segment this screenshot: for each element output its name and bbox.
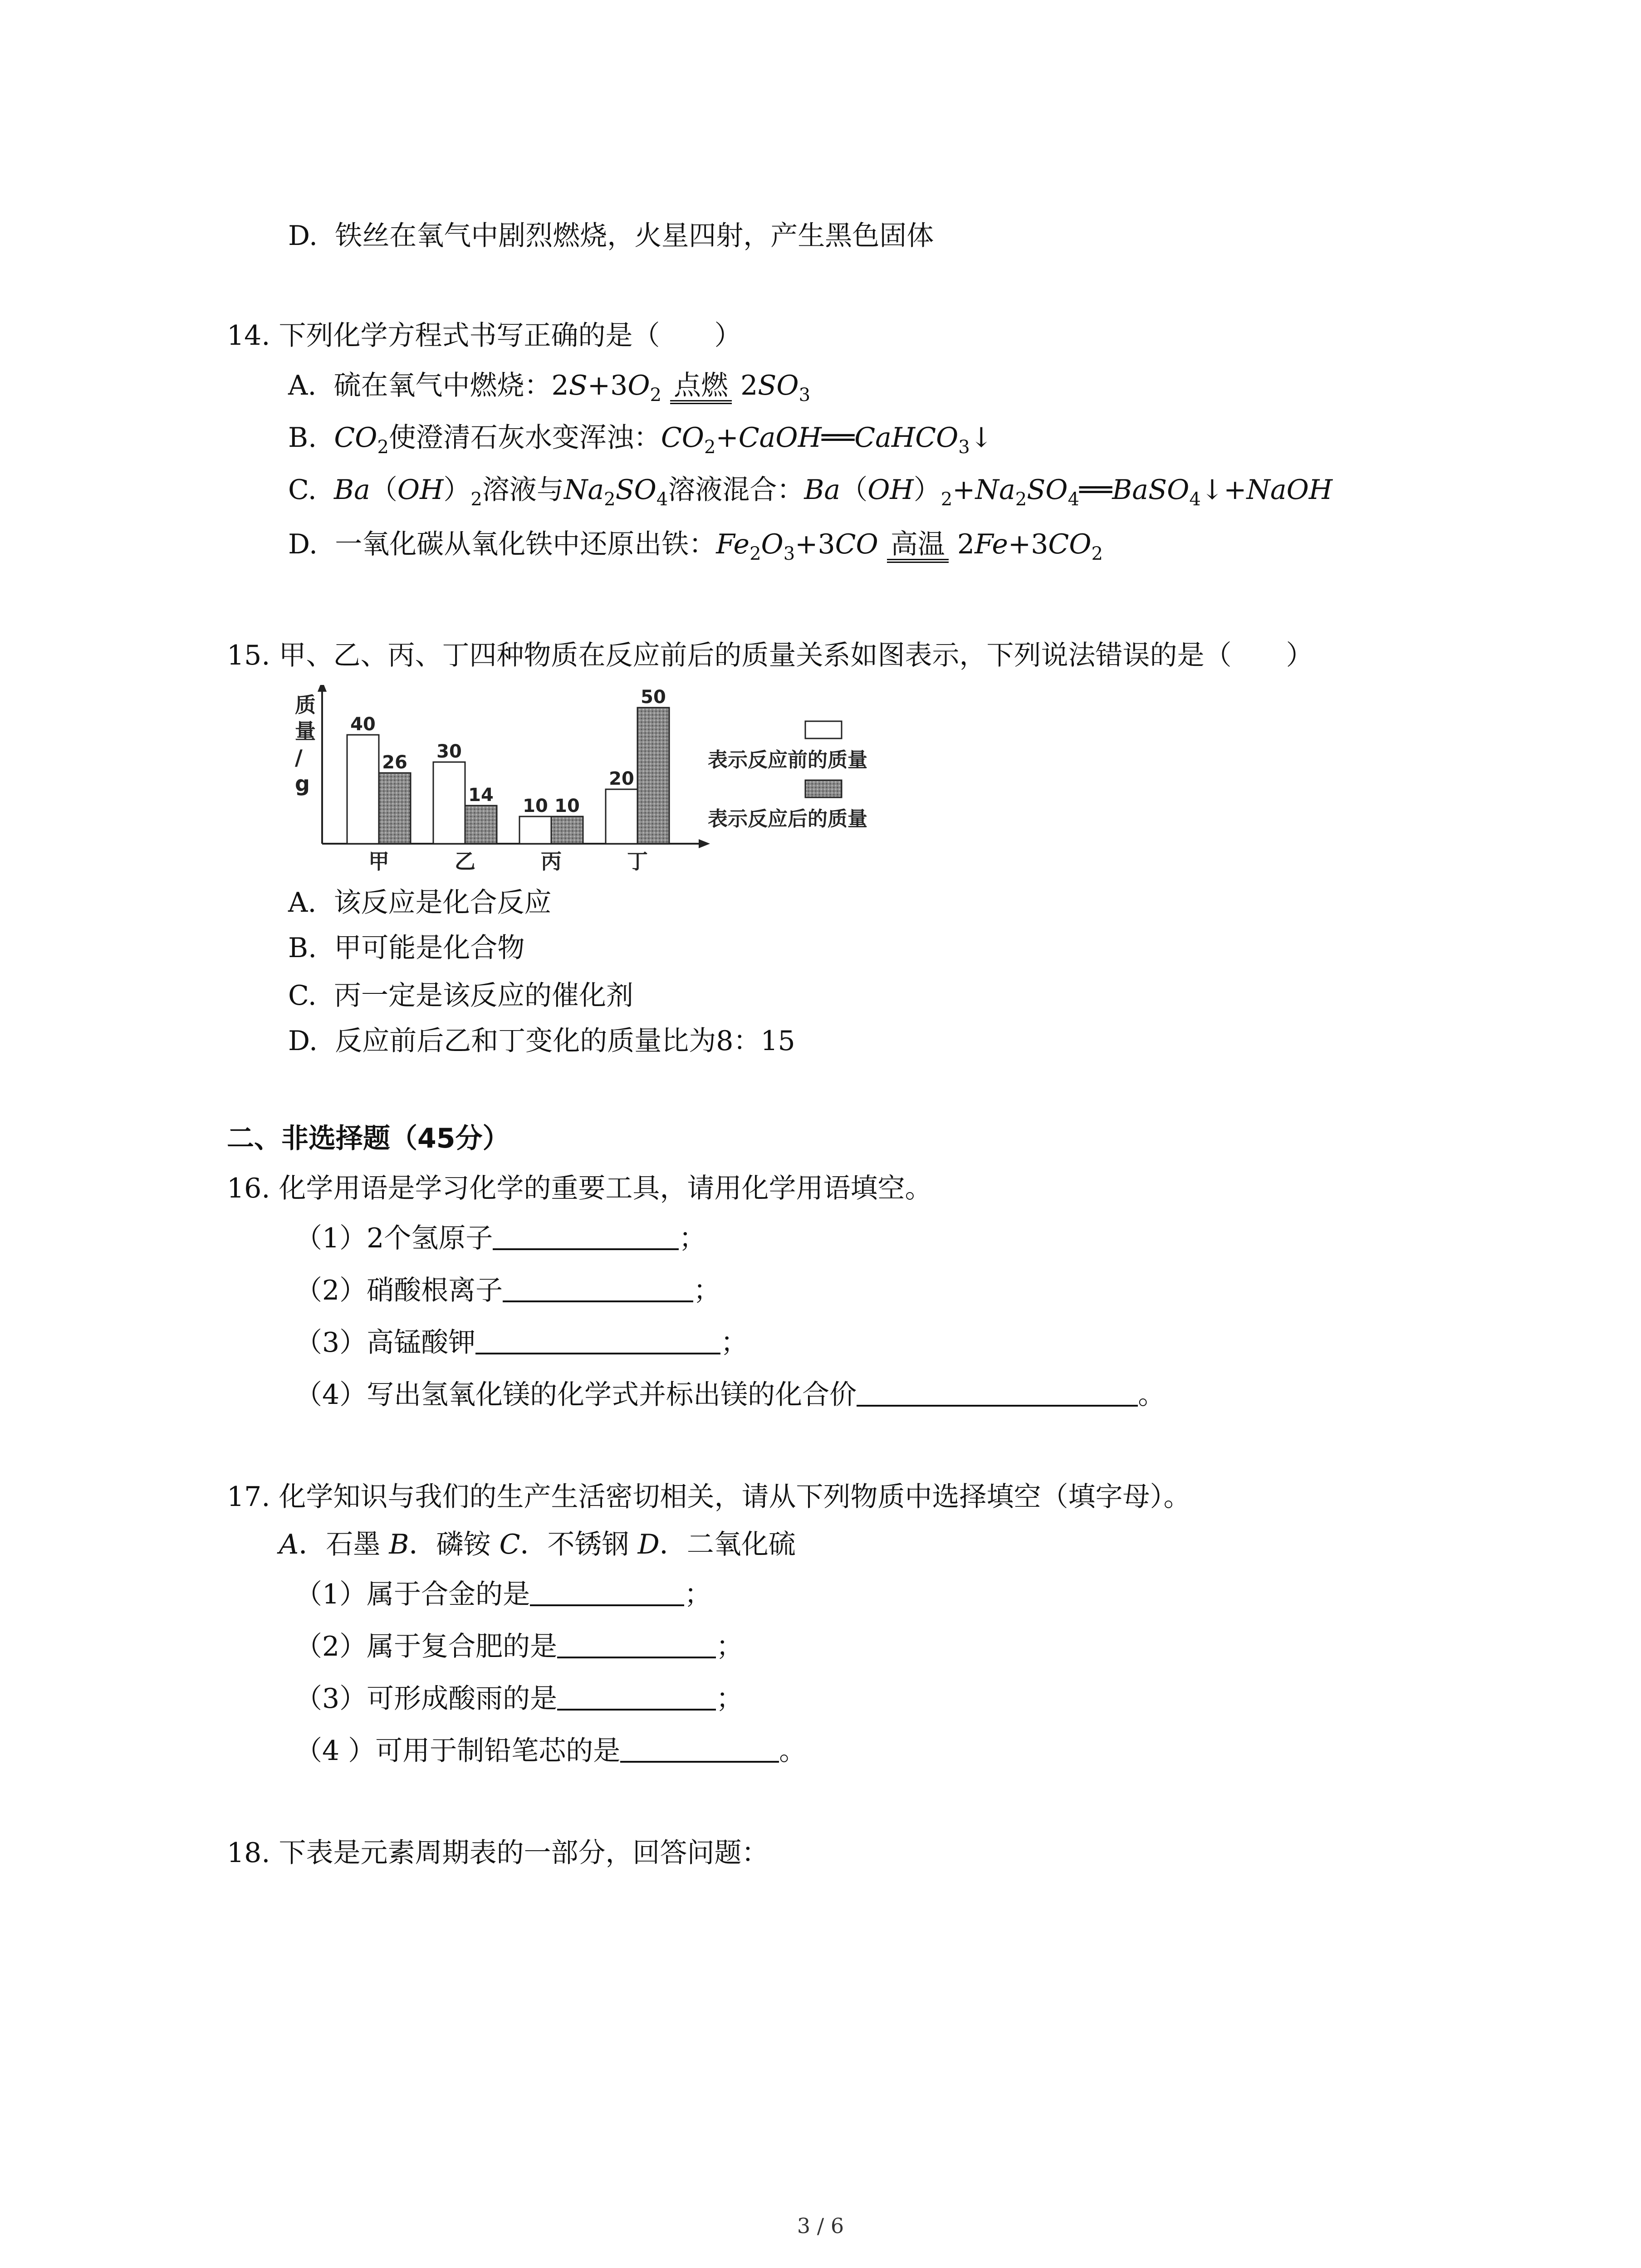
answer-blank[interactable] [557, 1629, 716, 1658]
q17-item: （3）可形成酸雨的是 ； [295, 1681, 743, 1717]
q14-option-d: D. 一氧化碳从氧化铁中还原出铁：$Fe_2O_3+3CO$ 高温 $2Fe+3CO_2$ [288, 528, 1103, 564]
answer-blank[interactable] [620, 1734, 779, 1763]
answer-blank[interactable] [493, 1221, 679, 1250]
q13-option-d: D. 铁丝在氧气中剧烈燃烧，火星四射，产生黑色固体 [288, 220, 934, 252]
q17-stem: 17. 化学知识与我们的生产生活密切相关，请从下列物质中选择填空（填字母）。 [227, 1481, 1191, 1513]
y-axis-arrow [318, 685, 327, 692]
q16-item: （1）2个氢原子 ； [295, 1220, 706, 1256]
bar-after [637, 708, 669, 844]
page-number: 3 / 6 [797, 2214, 844, 2238]
q16-stem: 16. 化学用语是学习化学的重要工具，请用化学用语填空。 [227, 1173, 932, 1204]
q14-option-a: A. 硫在氧气中燃烧：$2S+3O_2$ 点燃 $2SO_3$ [288, 370, 811, 406]
q15-option-a: A. 该反应是化合反应 [288, 887, 552, 919]
answer-blank[interactable] [557, 1681, 716, 1711]
data-label: 30 [436, 741, 462, 762]
q17-item: （1）属于合金的是 ； [295, 1576, 711, 1613]
q15-option-c: C. 丙一定是该反应的催化剂 [288, 980, 633, 1012]
data-label: 20 [609, 768, 634, 789]
q17-item: （2）属于复合肥的是 ； [295, 1628, 743, 1665]
q14-stem: 14. 下列化学方程式书写正确的是（ ） [227, 320, 742, 352]
bar-before [606, 789, 637, 844]
bar-before [347, 735, 379, 844]
q15-stem: 15. 甲、乙、丙、丁四种物质在反应前后的质量关系如图表示，下列说法错误的是（ ） [227, 640, 1313, 671]
x-axis-arrow [699, 839, 710, 848]
q17-choices: A．石墨 B．磷铵 C．不锈钢 D．二氧化硫 [279, 1529, 796, 1560]
reaction-condition: 高温 [887, 530, 949, 563]
q14-option-c: C. $Ba(OH)_2$溶液与$Na_2SO_4$溶液混合：$Ba(OH)_2+Na_2SO_4══BaSO_4↓+NaOH$ [288, 474, 1333, 510]
data-label: 50 [641, 687, 666, 708]
q16-item: （4）写出氢氧化镁的化学式并标出镁的化合价 。 [295, 1377, 1165, 1413]
category-label: 丁 [627, 849, 648, 874]
data-label: 14 [468, 785, 494, 806]
bar-before [433, 762, 465, 844]
legend-label: 表示反应前的质量 [708, 748, 867, 772]
y-axis-label: 质量/ g [295, 693, 316, 796]
legend-swatch [805, 780, 842, 797]
answer-blank[interactable] [530, 1577, 684, 1606]
bar-after [465, 806, 497, 844]
answer-blank[interactable] [857, 1378, 1138, 1407]
answer-blank[interactable] [503, 1273, 693, 1302]
category-label: 乙 [455, 849, 475, 874]
legend-swatch [805, 721, 842, 738]
q17-item: （4 ）可用于制铅笔芯的是 。 [295, 1733, 806, 1769]
data-label: 10 [523, 796, 548, 816]
q14-option-b: B. $CO_2$使澄清石灰水变浑浊：$CO_2+CaOH══CaHCO_3↓$ [288, 422, 993, 458]
data-label: 40 [350, 714, 376, 735]
bar-after [379, 773, 411, 844]
data-label: 10 [554, 796, 580, 816]
q15-option-d: D. 反应前后乙和丁变化的质量比为8：15 [288, 1025, 795, 1057]
bar-before [519, 816, 551, 844]
q15-option-b: B. 甲可能是化合物 [288, 932, 525, 964]
category-label: 丙 [541, 849, 562, 874]
q16-item: （2）硝酸根离子 ； [295, 1272, 720, 1309]
data-label: 26 [382, 752, 407, 773]
bar-after [551, 816, 583, 844]
answer-blank[interactable] [475, 1325, 720, 1354]
reaction-condition: 点燃 [670, 371, 732, 404]
section-title: 二、非选择题（45分） [227, 1123, 510, 1154]
mass-bar-chart [281, 685, 962, 885]
q18-stem: 18. 下表是元素周期表的一部分，回答问题： [227, 1837, 769, 1869]
category-label: 甲 [368, 849, 389, 874]
legend-label: 表示反应后的质量 [708, 807, 867, 831]
q16-item: （3）高锰酸钾 ； [295, 1325, 748, 1361]
